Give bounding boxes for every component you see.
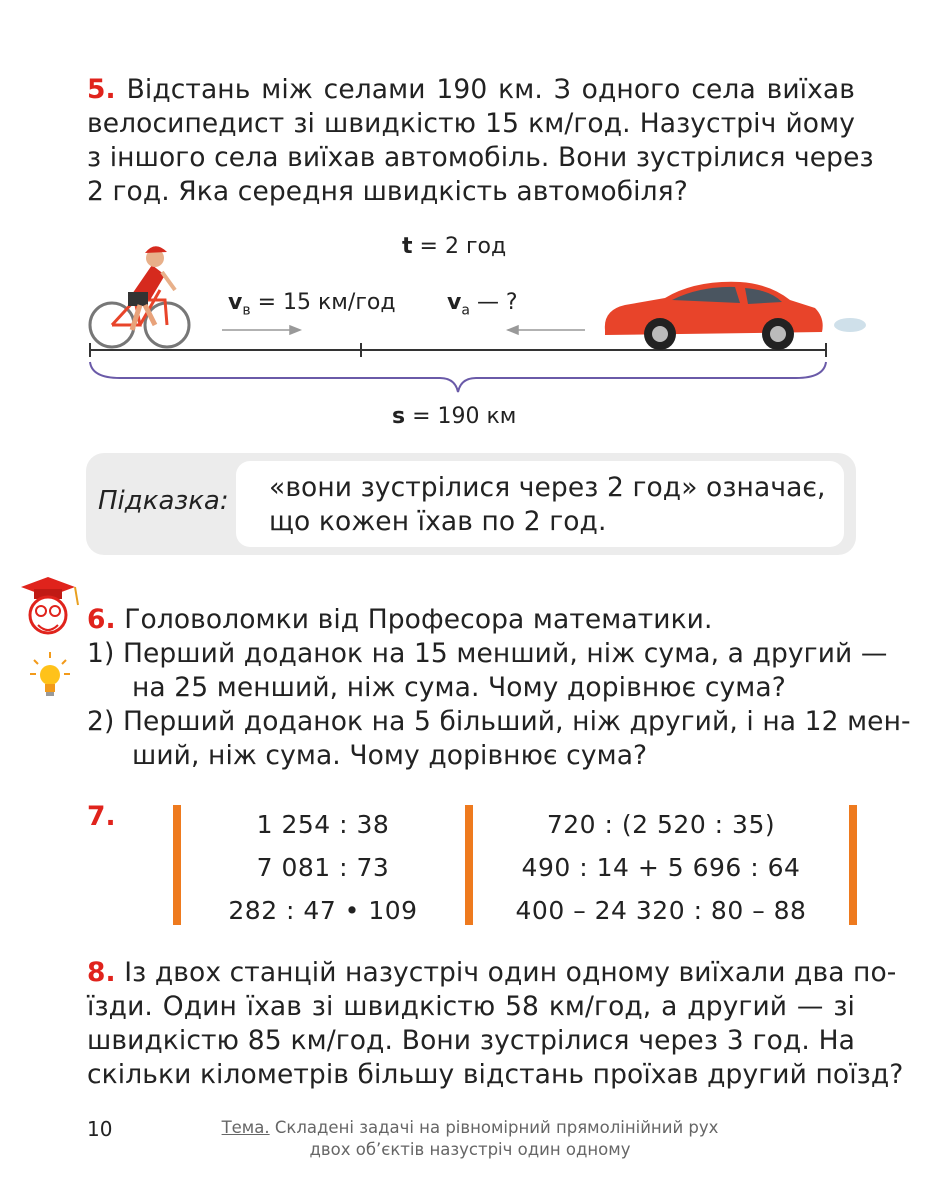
right-arrow [222,326,300,334]
distance-brace [90,362,826,392]
task6-item-1: 1) Перший доданок на 15 менший, ніж сума, а другий — на 25 менший, ніж сума. Чому дорівнює сума? [87,638,888,703]
expression: 1 254 : 38 [256,810,390,839]
task6-item-2: 2) Перший доданок на 5 більший, ніж другий, і на 12 мен- ший, ніж сума. Чому дорівнює сума? [87,706,911,771]
cyclist-speed-label: $v_в = 15$ км/год [228,290,396,319]
hint-line-1: «вони зустрілися через 2 год» означає, [269,472,826,503]
item-marker: 2) [87,706,115,737]
task5-text [87,73,874,209]
car-speed-label: $v_а$ — ? [447,290,518,319]
expression: 400 – 24 320 : 80 – 88 [515,896,807,925]
task8-line-2: їзди. Один їхав зі швидкістю 58 км/год, а другий — зі [87,991,855,1022]
topic-footer: Тема. Складені задачі на рівномірний прямолінійний рух двох об’єктів назустріч один одному [221,1118,719,1159]
left-arrow [508,326,585,334]
right-expressions [473,805,849,934]
task8-line-1: 8. Із двох станцій назустріч один одному виїхали два по- [87,957,897,988]
task8-line-4: скільки кілометрів більшу відстань проїхав другий поїзд? [87,1059,904,1090]
hint-line-2: що кожен їхав по 2 год. [269,506,607,537]
column-bar-left [173,805,181,925]
red-car [605,282,866,350]
column-bar-middle [465,805,473,925]
time-label: t = 2 год [402,234,507,259]
expression: 490 : 14 + 5 696 : 64 [521,853,801,882]
page-number: 10 [87,1117,113,1141]
bicycle-rider [90,246,189,347]
left-expressions [181,805,465,934]
task5-line-2: велосипедист зі швидкістю 15 км/год. Назустріч йому [87,108,855,139]
task5-number: 5. [87,74,116,105]
expression: 720 : (2 520 : 35) [546,810,776,839]
expression: 7 081 : 73 [256,853,390,882]
task5-line-1: 5. Відстань між селами 190 км. З одного села виїхав [87,74,855,105]
task8-text [87,956,904,1092]
column-bar-right [849,805,857,925]
professor-icon [16,573,86,643]
task6-number: 6. [87,604,116,635]
distance-label: s = 190 км [392,404,517,429]
motion-diagram [0,240,935,400]
expression: 282 : 47 • 109 [228,896,418,925]
hint-content [236,461,844,547]
topic-label: Тема. [221,1118,270,1137]
item-marker: 1) [87,638,115,669]
task8-line-3: швидкістю 85 км/год. Вони зустрілися через 3 год. На [87,1025,855,1056]
hint-box [86,453,856,555]
task5-line-4: 2 год. Яка середня швидкість автомобіля? [87,176,688,207]
task7-number: 7. [87,801,116,832]
task5-line-3: з іншого села виїхав автомобіль. Вони зустрілися через [87,142,874,173]
hint-label: Підказка: [98,486,229,516]
task6-title: 6. Головоломки від Професора математики. [87,604,713,635]
lightbulb-icon [28,650,72,702]
task8-number: 8. [87,957,116,988]
